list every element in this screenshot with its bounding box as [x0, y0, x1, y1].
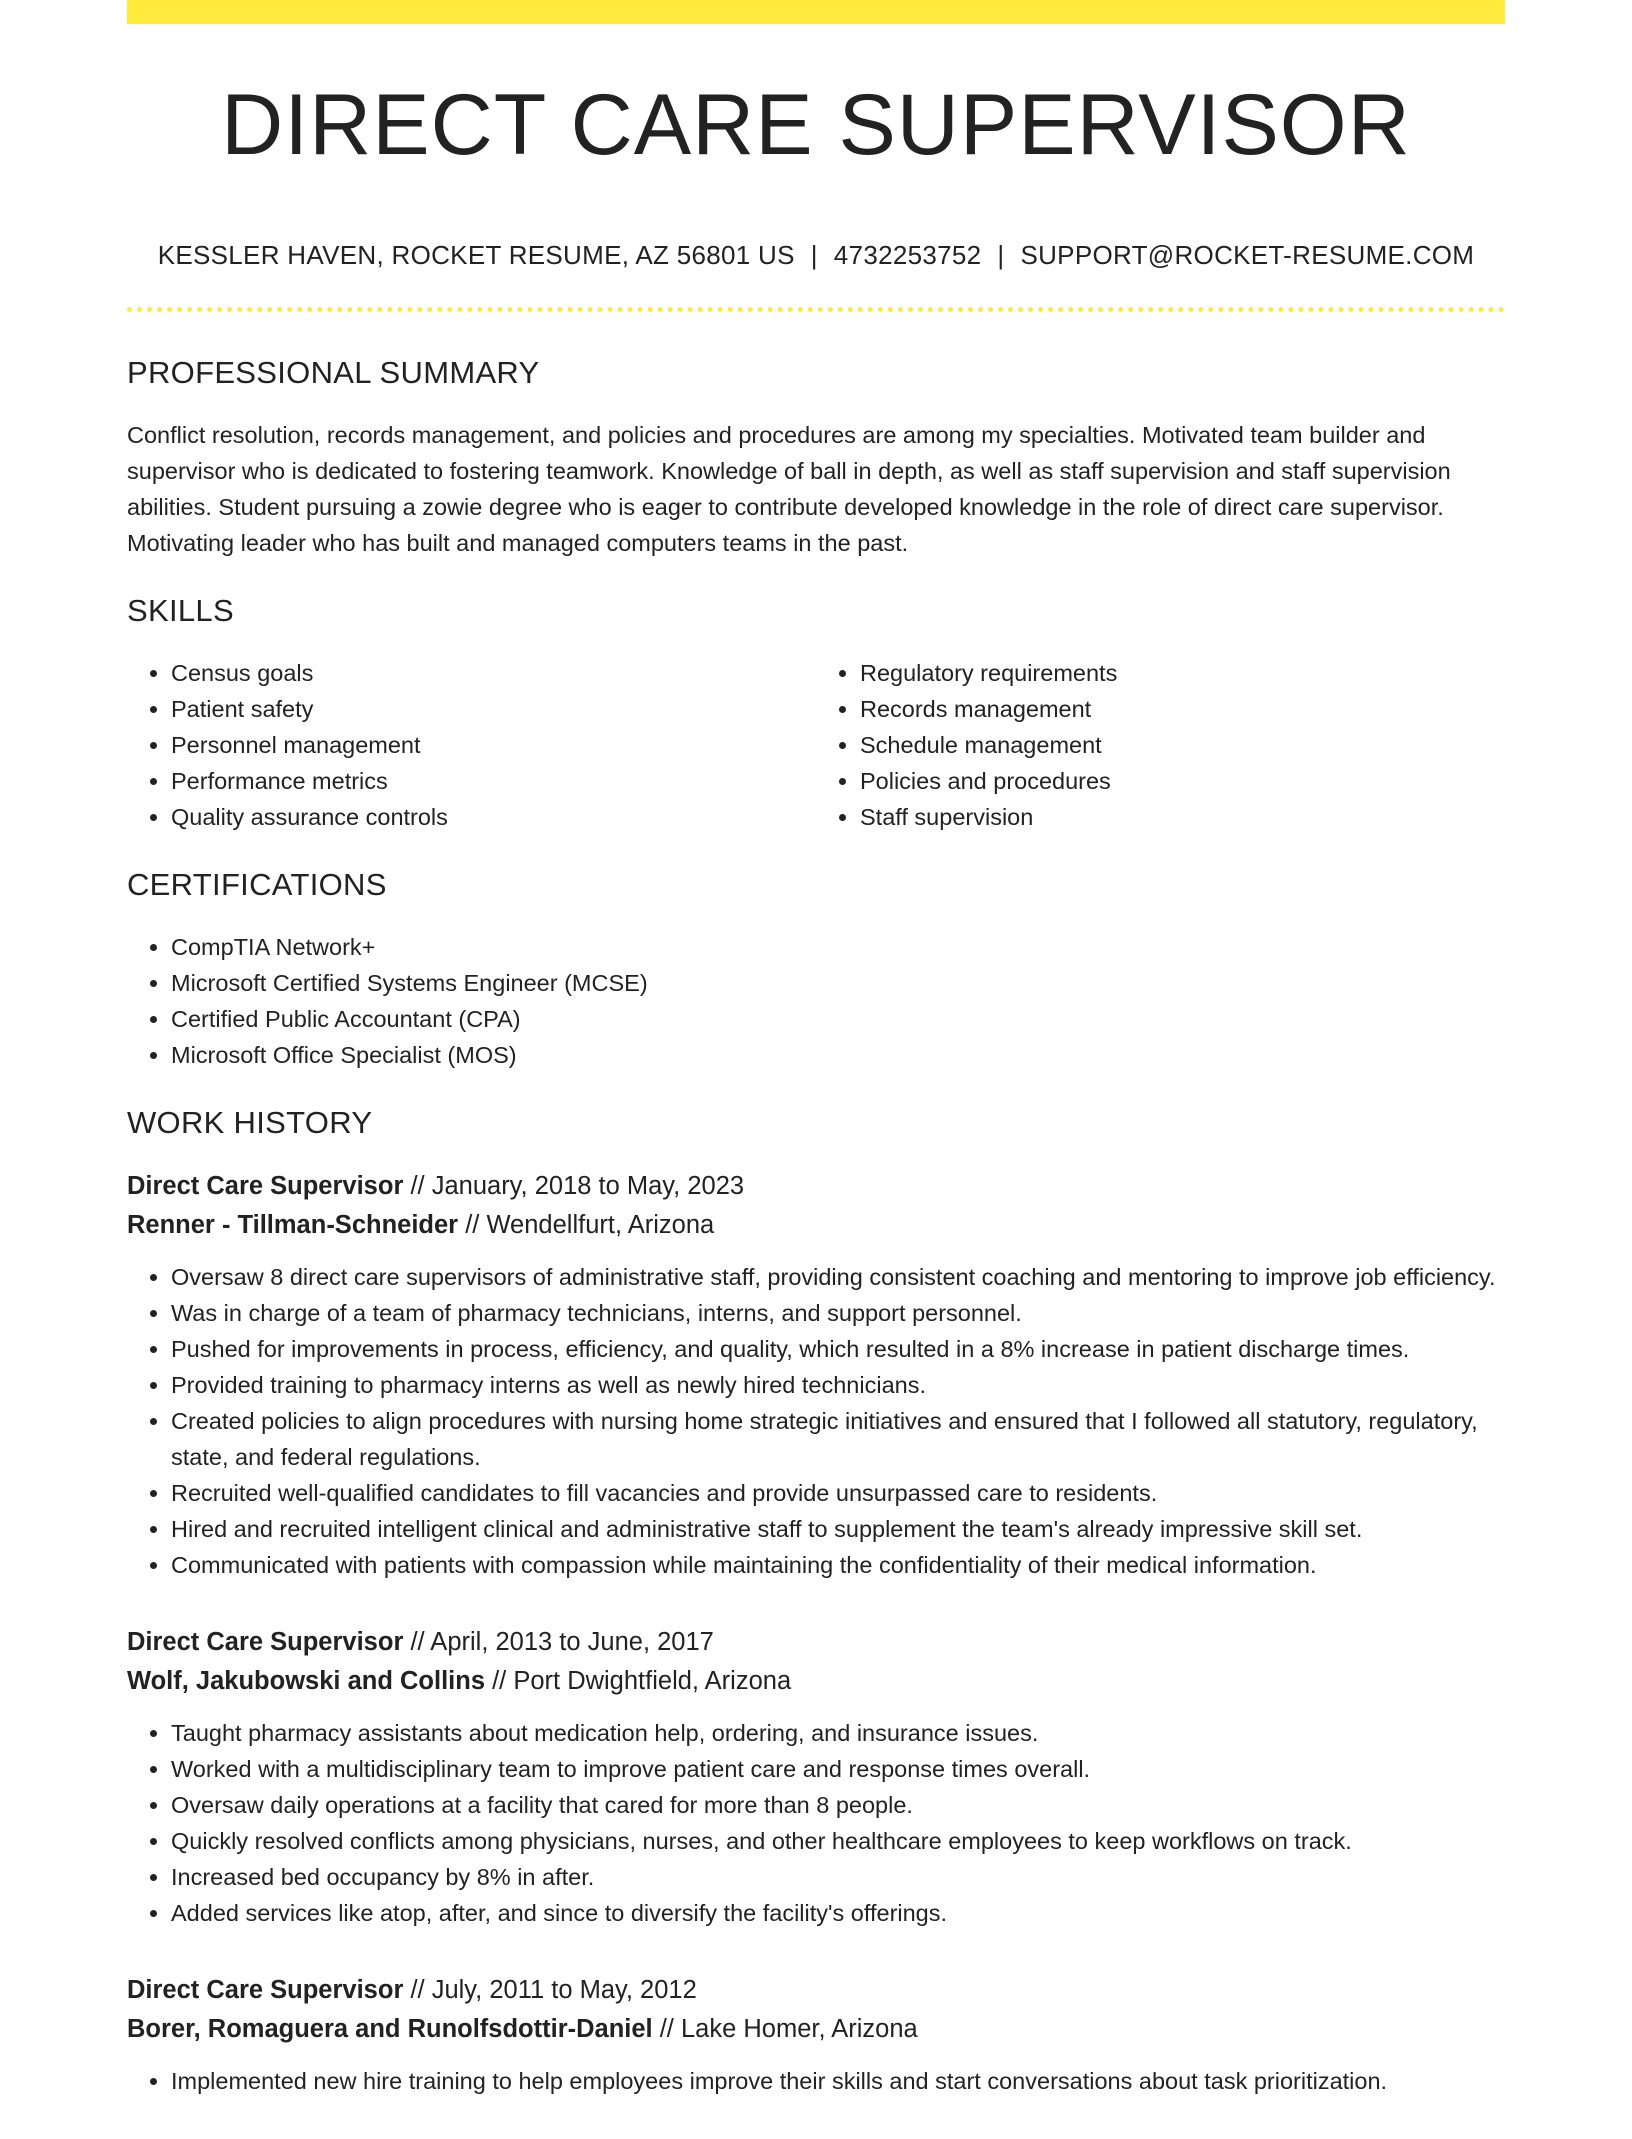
job-entry — [127, 1971, 1505, 2099]
job-title: Direct Care Supervisor — [127, 1172, 404, 1200]
skill-item: • Census goals — [171, 655, 816, 691]
job-bullet: • Was in charge of a team of pharmacy technicians, interns, and support personnel. — [171, 1295, 1505, 1331]
job-bullet: • Hired and recruited intelligent clinical and administrative staff to supplement the team's already impressive skill set. — [171, 1511, 1505, 1547]
top-accent-bar — [127, 0, 1505, 24]
job-company: Wolf, Jakubowski and Collins — [127, 1667, 485, 1695]
certification-item: • Microsoft Office Specialist (MOS) — [171, 1037, 1505, 1073]
skill-item: • Records management — [860, 691, 1505, 727]
job-bullet: • Recruited well-qualified candidates to fill vacancies and provide unsurpassed care to residents. — [171, 1475, 1505, 1511]
skills-heading: SKILLS — [127, 593, 234, 628]
certification-item: • Microsoft Certified Systems Engineer (MCSE) — [171, 965, 1505, 1001]
job-bullet: • Implemented new hire training to help employees improve their skills and start conversations about task prioritization. — [171, 2063, 1505, 2099]
job-location: // Wendellfurt, Arizona — [458, 1211, 715, 1239]
job-bullet: • Provided training to pharmacy interns as well as newly hired technicians. — [171, 1367, 1505, 1403]
contact-email: SUPPORT@ROCKET-RESUME.COM — [1020, 240, 1475, 270]
work-history-section — [127, 1105, 1505, 2099]
job-bullets — [127, 1259, 1505, 1583]
skill-item: • Quality assurance controls — [171, 799, 816, 835]
skills-right-list — [816, 655, 1505, 835]
job-company: Borer, Romaguera and Runolfsdottir-Daniel — [127, 2015, 653, 2043]
skill-item: • Patient safety — [171, 691, 816, 727]
skill-item: • Staff supervision — [860, 799, 1505, 835]
contact-separator: | — [810, 240, 818, 270]
job-title: Direct Care Supervisor — [127, 1628, 404, 1656]
job-title-line — [127, 1623, 1505, 1662]
job-title-line — [127, 1971, 1505, 2010]
job-bullet: • Pushed for improvements in process, efficiency, and quality, which resulted in a 8% increase in patient discharge times. — [171, 1331, 1505, 1367]
summary-text: Conflict resolution, records management, and policies and procedures are among my specialties. Motivated team builder and supervisor who is dedicated to fostering teamwork. Knowledge of ball in depth, as well as staff supervision and staff supervision abilities. Student pursuing a zowie degree who is eager to contribute developed knowledge in the role of direct care supervisor. Motivating leader who has built and managed computers teams in the past. — [127, 422, 1451, 556]
job-bullet: • Increased bed occupancy by 8% in after. — [171, 1859, 1505, 1895]
job-bullet: • Added services like atop, after, and since to diversify the facility's offerings. — [171, 1895, 1505, 1931]
job-dates: // July, 2011 to May, 2012 — [403, 1976, 697, 2004]
skill-item: • Performance metrics — [171, 763, 816, 799]
job-entry — [127, 1167, 1505, 1583]
contact-separator: | — [997, 240, 1005, 270]
job-bullet: • Taught pharmacy assistants about medication help, ordering, and insurance issues. — [171, 1715, 1505, 1751]
skills-left-list — [127, 655, 816, 835]
summary-heading: PROFESSIONAL SUMMARY — [127, 355, 540, 390]
job-title-line — [127, 1167, 1505, 1206]
job-bullet: • Worked with a multidisciplinary team to improve patient care and response times overall. — [171, 1751, 1505, 1787]
job-location: // Lake Homer, Arizona — [652, 2015, 918, 2043]
job-company-line — [127, 2010, 1505, 2049]
job-entry — [127, 1623, 1505, 1931]
job-company: Renner - Tillman-Schneider — [127, 1211, 459, 1239]
job-dates: // January, 2018 to May, 2023 — [403, 1172, 745, 1200]
contact-line — [127, 240, 1505, 271]
job-location: // Port Dwightfield, Arizona — [485, 1667, 792, 1695]
skill-item: • Personnel management — [171, 727, 816, 763]
summary-section — [127, 355, 1505, 561]
skills-columns — [127, 655, 1505, 835]
certifications-list — [127, 929, 1505, 1073]
skills-section — [127, 593, 1505, 835]
job-bullet: • Oversaw daily operations at a facility that cared for more than 8 people. — [171, 1787, 1505, 1823]
skill-item: • Regulatory requirements — [860, 655, 1505, 691]
certifications-heading: CERTIFICATIONS — [127, 867, 387, 902]
job-company-line — [127, 1662, 1505, 1701]
job-bullets — [127, 1715, 1505, 1931]
certification-item: • Certified Public Accountant (CPA) — [171, 1001, 1505, 1037]
skill-item: • Policies and procedures — [860, 763, 1505, 799]
resume-title: DIRECT CARE SUPERVISOR — [221, 77, 1411, 173]
certification-item: • CompTIA Network+ — [171, 929, 1505, 965]
job-bullets — [127, 2063, 1505, 2099]
header-divider — [127, 307, 1505, 312]
certifications-section — [127, 867, 1505, 1073]
job-bullet: • Created policies to align procedures with nursing home strategic initiatives and ensured that I followed all statutory, regulatory, state, and federal regulations. — [171, 1403, 1505, 1475]
contact-address: KESSLER HAVEN, ROCKET RESUME, AZ 56801 US — [157, 240, 795, 270]
contact-phone: 4732253752 — [833, 240, 982, 270]
resume-content — [127, 355, 1505, 2139]
work-history-heading: WORK HISTORY — [127, 1105, 373, 1140]
job-dates: // April, 2013 to June, 2017 — [403, 1628, 714, 1656]
job-company-line — [127, 1206, 1505, 1245]
job-bullet: • Communicated with patients with compassion while maintaining the confidentiality of their medical information. — [171, 1547, 1505, 1583]
job-title: Direct Care Supervisor — [127, 1976, 404, 2004]
skill-item: • Schedule management — [860, 727, 1505, 763]
job-bullet: • Oversaw 8 direct care supervisors of administrative staff, providing consistent coaching and mentoring to improve job efficiency. — [171, 1259, 1505, 1295]
job-bullet: • Quickly resolved conflicts among physicians, nurses, and other healthcare employees to keep workflows on track. — [171, 1823, 1505, 1859]
